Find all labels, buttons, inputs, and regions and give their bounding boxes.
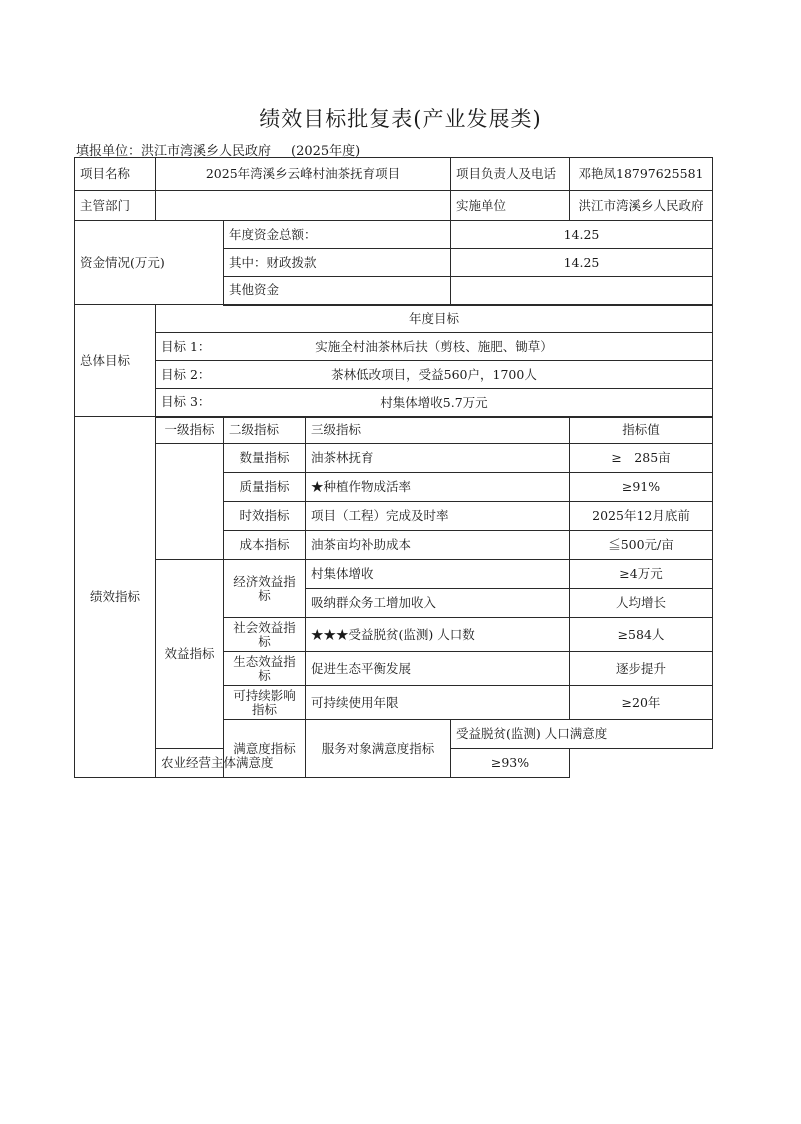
- goal-value: 实施全村油茶林后扶（剪枝、施肥、锄草）: [315, 339, 553, 354]
- funds-row: [75, 221, 713, 249]
- goal-value: 茶林低改项目，受益560户，1700人: [331, 367, 537, 382]
- indicator-l3: 油茶林抚育: [306, 444, 570, 473]
- indicator-l3: 村集体增收: [306, 560, 570, 589]
- benefit-label: 效益指标: [156, 560, 224, 749]
- goals-header: 年度目标: [156, 305, 713, 333]
- goals-label: 总体目标: [75, 305, 156, 417]
- perf-label: 绩效指标: [75, 417, 156, 778]
- goal-row: [75, 361, 713, 389]
- indicator-value: 人均增长: [570, 589, 713, 618]
- project-name-label: 项目名称: [75, 158, 156, 191]
- indicator-l2: 生态效益指标: [224, 652, 306, 686]
- indicator-row: [75, 560, 713, 589]
- indicator-l3: 油茶亩均补助成本: [306, 531, 570, 560]
- indicator-value: ≥20年: [570, 686, 713, 720]
- goal-row: [75, 389, 713, 417]
- indicator-l3: 受益脱贫(监测) 人口满意度: [451, 720, 713, 749]
- funds-row-label: 年度资金总额：: [224, 221, 451, 249]
- goal-label: 目标 2：: [161, 366, 211, 382]
- impl-value: 洪江市湾溪乡人民政府: [570, 191, 713, 221]
- indicator-l2: 质量指标: [224, 473, 306, 502]
- output-level1: [156, 444, 224, 560]
- goal-row: [75, 333, 713, 361]
- page-title: 绩效目标批复表(产业发展类): [259, 107, 542, 131]
- indicator-l2: 可持续影响指标: [224, 686, 306, 720]
- satisfaction-label: 满意度指标: [224, 720, 306, 778]
- indicator-l3: 促进生态平衡发展: [306, 652, 570, 686]
- satisfaction-l2: 服务对象满意度指标: [306, 720, 451, 778]
- economic-label: 经济效益指标: [224, 560, 306, 618]
- indicator-value: ≥ 285亩: [570, 444, 713, 473]
- goal-label: 目标 3：: [161, 394, 211, 410]
- header-value: 指标值: [570, 417, 713, 444]
- funds-row-label: 其他资金: [224, 277, 451, 305]
- header-level1: 一级指标: [156, 417, 224, 444]
- filler-unit: 填报单位：洪江市湾溪乡人民政府: [76, 144, 272, 159]
- funds-label: 资金情况(万元): [75, 221, 224, 305]
- indicator-value: ≥93%: [451, 749, 570, 778]
- filler-year: (2025年度): [291, 144, 361, 159]
- goal-cell: [156, 333, 713, 361]
- indicator-value: ≥584人: [570, 618, 713, 652]
- approval-table: [74, 157, 712, 774]
- goal-cell: [156, 389, 713, 417]
- indicator-row: [75, 444, 713, 473]
- header-level3: 三级指标: [306, 417, 570, 444]
- indicator-l2: 时效指标: [224, 502, 306, 531]
- indicator-l3: 可持续使用年限: [306, 686, 570, 720]
- project-leader-value: 邓艳凤18797625581: [570, 158, 713, 191]
- indicator-value: 逐步提升: [570, 652, 713, 686]
- dept-value: [156, 191, 451, 221]
- indicator-value: ≥91%: [570, 473, 713, 502]
- indicator-l3: ★种植作物成活率: [306, 473, 570, 502]
- goals-header-row: [75, 305, 713, 333]
- goal-value: 村集体增收5.7万元: [380, 395, 488, 410]
- impl-label: 实施单位: [451, 191, 570, 221]
- funds-row-value: 14.25: [451, 221, 713, 249]
- indicator-l3: ★★★受益脱贫(监测) 人口数: [306, 618, 570, 652]
- funds-row-value: 14.25: [451, 249, 713, 277]
- funds-row-value: [451, 277, 713, 305]
- indicator-l3: 吸纳群众务工增加收入: [306, 589, 570, 618]
- indicator-value: ≥4万元: [570, 560, 713, 589]
- goal-cell: [156, 361, 713, 389]
- perf-header-row: [75, 417, 713, 444]
- indicator-l3: 项目（工程）完成及时率: [306, 502, 570, 531]
- indicator-value: ≦500元/亩: [570, 531, 713, 560]
- header-level2: 二级指标: [224, 417, 306, 444]
- indicator-l2: 数量指标: [224, 444, 306, 473]
- project-name-row: [75, 158, 713, 191]
- indicator-l2: 社会效益指标: [224, 618, 306, 652]
- project-name-value: 2025年湾溪乡云峰村油茶抚育项目: [156, 158, 451, 191]
- indicator-l2: 成本指标: [224, 531, 306, 560]
- dept-row: [75, 191, 713, 221]
- goal-label: 目标 1：: [161, 338, 211, 354]
- project-leader-label: 项目负责人及电话: [451, 158, 570, 191]
- indicator-l3: 农业经营主体满意度: [156, 749, 306, 778]
- indicator-value: 2025年12月底前: [570, 502, 713, 531]
- funds-row-label: 其中：财政拨款: [224, 249, 451, 277]
- dept-label: 主管部门: [75, 191, 156, 221]
